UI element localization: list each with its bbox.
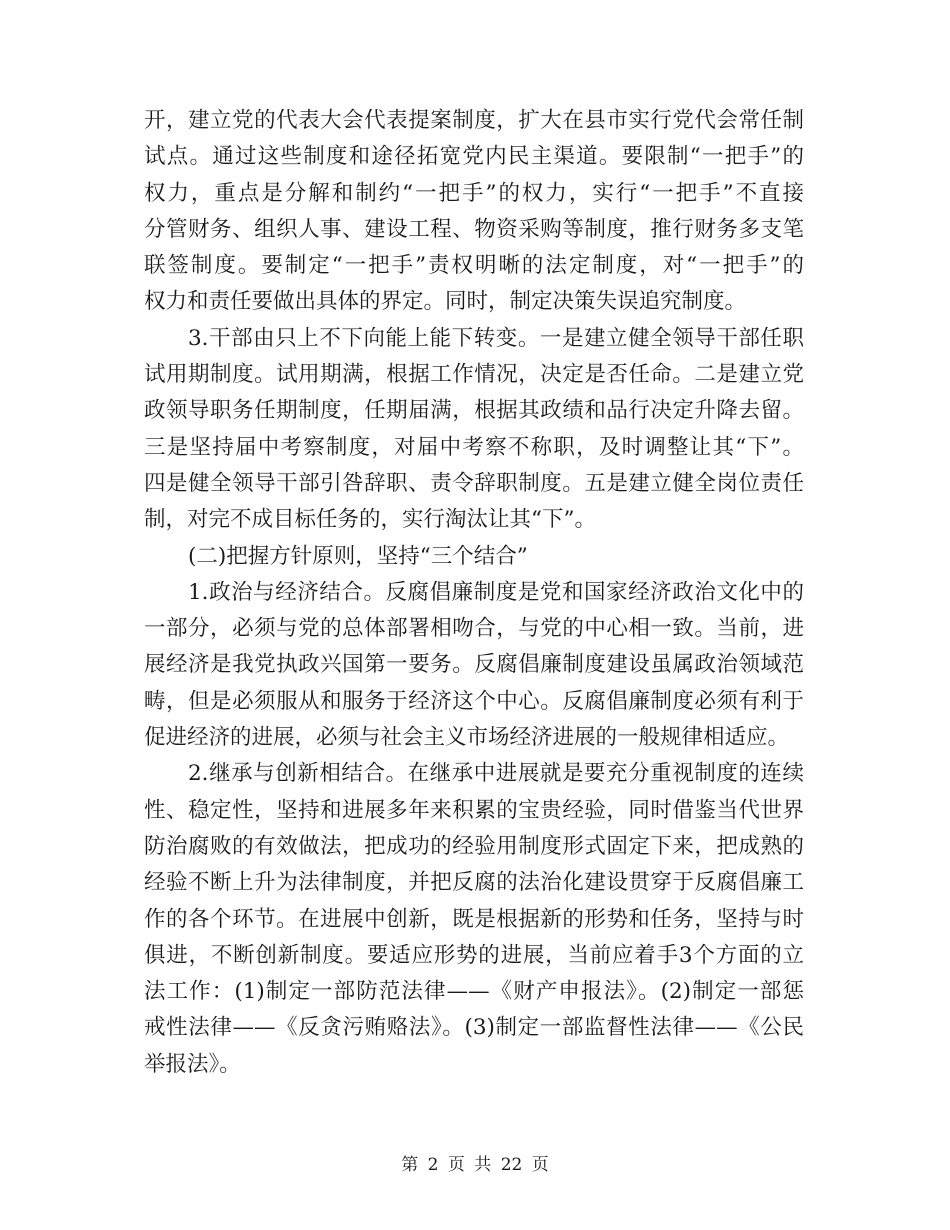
text-line: 畴，但是必须服从和服务于经济这个中心。反腐倡廉制度必须有利于 (144, 688, 804, 714)
text-line: 防治腐败的有效做法，把成功的经验用制度形式固定下来，把成熟的 (144, 833, 804, 859)
text-line: 权力，重点是分解和制约“一把手”的权力，实行“一把手”不直接 (144, 180, 804, 206)
text-line: 四是健全领导干部引咎辞职、责令辞职制度。五是建立健全岗位责任 (144, 470, 804, 496)
text-line: 三是坚持届中考察制度，对届中考察不称职，及时调整让其“下”。 (144, 434, 804, 460)
body-text (144, 103, 804, 1083)
text-line: 经验不断上升为法律制度，并把反腐的法治化建设贯穿于反腐倡廉工 (144, 870, 804, 896)
text-line: 试点。通过这些制度和途径拓宽党内民主渠道。要限制“一把手”的 (144, 144, 804, 170)
text-line: 法工作：(1)制定一部防范法律——《财产申报法》。(2)制定一部惩 (144, 979, 804, 1005)
text-line: 作的各个环节。在进展中创新，既是根据新的形势和任务，坚持与时 (144, 906, 804, 932)
text-line: 1.政治与经济结合。反腐倡廉制度是党和国家经济政治文化中的 (188, 579, 804, 605)
text-line: 一部分，必须与党的总体部署相吻合，与党的中心相一致。当前，进 (144, 616, 804, 642)
text-line: 开，建立党的代表大会代表提案制度，扩大在县市实行党代会常任制 (144, 108, 804, 133)
text-line: 举报法》。 (144, 1051, 241, 1077)
text-line: 性、稳定性，坚持和进展多年来积累的宝贵经验，同时借鉴当代世界 (144, 797, 804, 823)
text-line: 展经济是我党执政兴国第一要务。反腐倡廉制度建设虽属政治领域范 (144, 652, 804, 678)
text-line: 制，对完不成目标任务的，实行淘汰让其“下”。 (144, 507, 596, 533)
text-line: 俱进，不断创新制度。要适应形势的进展，当前应着手3个方面的立 (144, 942, 804, 968)
text-line: 政领导职务任期制度，任期届满，根据其政绩和品行决定升降去留。 (144, 398, 804, 424)
text-line: 戒性法律——《反贪污贿赂法》。(3)制定一部监督性法律——《公民 (144, 1015, 804, 1041)
text-line: 促进经济的进展，必须与社会主义市场经济进展的一般规律相适应。 (144, 725, 790, 751)
text-line: 分管财务、组织人事、建设工程、物资采购等制度，推行财务多支笔 (144, 216, 804, 242)
text-line: 试用期制度。试用期满，根据工作情况，决定是否任命。二是建立党 (144, 362, 804, 388)
text-line: 联签制度。要制定“一把手”责权明晰的法定制度，对“一把手”的 (144, 253, 804, 279)
page-number: 第 2 页 共 22 页 (401, 1155, 549, 1175)
text-line: 权力和责任要做出具体的界定。同时，制定决策失误追究制度。 (144, 289, 747, 315)
section-heading: (二)把握方针原则，坚持“三个结合” (188, 543, 528, 569)
text-line: 3.干部由只上不下向能上能下转变。一是建立健全领导干部任职 (188, 325, 804, 351)
text-line: 2.继承与创新相结合。在继承中进展就是要充分重视制度的连续 (188, 761, 804, 787)
